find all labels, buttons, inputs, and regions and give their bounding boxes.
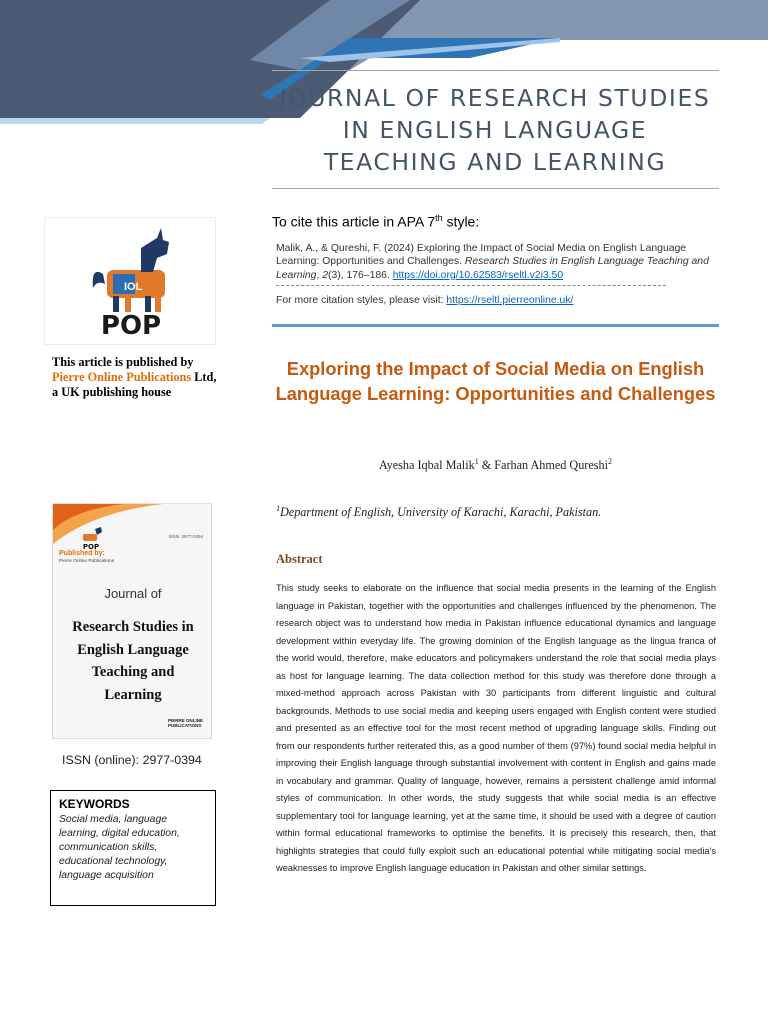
issn-online: ISSN (online): 2977-0394	[62, 753, 202, 767]
citation-styles-link[interactable]: https://rseltl.pierreonline.uk/	[446, 295, 574, 306]
article-title: Exploring the Impact of Social Media on English Language Learning: Opportunities and Challenges	[275, 358, 716, 404]
citation-heading: To cite this article in APA 7th style:	[272, 213, 480, 230]
svg-text:IOL: IOL	[124, 281, 143, 293]
svg-text:POP: POP	[100, 311, 162, 341]
citation-text: Malik, A., & Qureshi, F. (2024) Exploring the Impact of Social Media on English Language Learning: Opportunities and Challenges. Research Studies in English Language Teaching and Learning, 2(3), 176–186. https://doi.org/10.62583/rseltl.v2i3.50	[276, 243, 709, 281]
article-authors: Ayesha Iqbal Malik$^1$ & Farhan Ahmed Qureshi$^2$	[379, 457, 612, 473]
header-rule-top	[272, 70, 719, 71]
cover-journal-of: Journal of	[104, 586, 162, 601]
cover-footer-logo: PIERRE ONLINE PUBLICATIONS	[167, 718, 203, 728]
more-citation-styles: For more citation styles, please visit: https://rseltl.pierreonline.uk/	[276, 295, 574, 306]
publisher-name: Pierre Online Publications	[52, 370, 192, 384]
cover-horse-icon	[77, 526, 105, 550]
cover-journal-name: Research Studies in English Language Teaching and Learning	[72, 619, 194, 703]
journal-cover: ISSN: 2977-0394 POP Published by: Pierre Online Publications Journal of Research Studies in English Language Teaching and Learning PIERRE ONLINE PUBLICATIONS	[52, 503, 212, 739]
keywords-list: Social media, language learning, digital education, communication skills, educational technology, language acquisition	[59, 814, 180, 881]
abstract-body: This study seeks to elaborate on the influence that social media presents in the learning of the English language in Pakistan, together with the opportunities and challenges influenced by the phenomenon. The research object was to understand how media in Pakistan influence educational dynamics and language development within everyday life. The growing dominion of the English language as the lingua franca of the world would, therefore, make educators and policymakers understand the role that social media plays as host for language learning. The data collection method for this study was therefore done through a mixed-method approach across Pakistan with 30 participants from different linguistic and cultural backgrounds. Methods to use social media and keeping users engaged with English content were studied and presented as an effective tool for the most recent method of upgrading language skills. Finding out from our respondents further reiterated this, as a good number of them (97%) found social media helpful in improving their English language through substantial involvement with content in English and gains made in vocabulary and grammar. Quality of language, however, remains a persistent challenge amid informal styles of communication. In other words, the study suggests that while social media is an effective supplementary tool for language learning, yet at the same time, it should be used with a degree of caution within formal educational frameworks to optimise the benefits. It is precisely this research, then, that highlights strategies that could fully exploit such an educational potential while mitigating social media's weaknesses to improve English language education in Pakistan and other similar settings.	[276, 583, 716, 873]
header-rule-bottom	[272, 188, 719, 189]
citation-divider	[276, 285, 666, 286]
abstract-heading: Abstract	[276, 552, 323, 566]
publisher-logo	[44, 217, 216, 345]
doi-link[interactable]: https://doi.org/10.62583/rseltl.v2i3.50	[392, 269, 564, 281]
horse-logo-icon	[45, 218, 217, 346]
keywords-title: KEYWORDS	[59, 797, 130, 811]
section-rule-blue	[272, 324, 719, 327]
publisher-statement: This article is published by Pierre Online Publications Ltd, a UK publishing house	[52, 355, 217, 399]
author-affiliation: $^1$Department of English, University of Karachi, Karachi, Pakistan.	[276, 504, 602, 520]
svg-text:POP: POP	[82, 543, 100, 550]
journal-title: JOURNAL OF RESEARCH STUDIES IN ENGLISH LANGUAGE TEACHING AND LEARNING	[279, 84, 711, 176]
keywords-box	[50, 790, 216, 906]
